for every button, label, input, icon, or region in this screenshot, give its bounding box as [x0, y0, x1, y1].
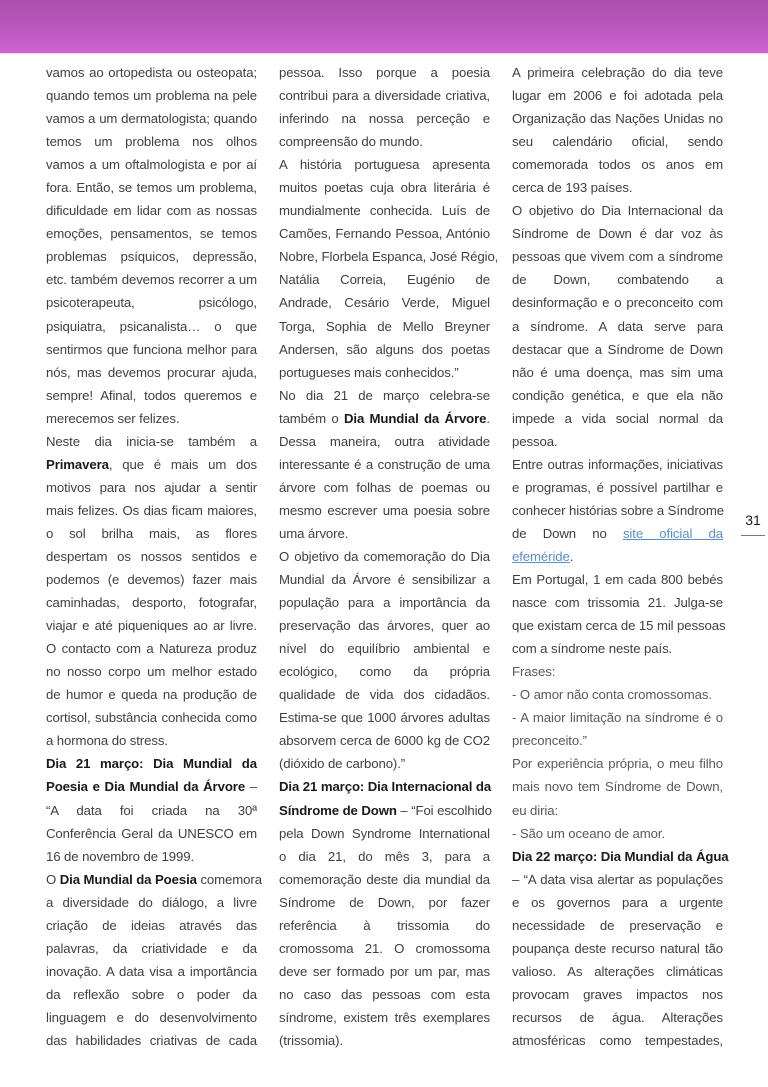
text-line: merecemos ser felizes. — [46, 410, 180, 426]
text-line: “A data foi criada na 30ª — [46, 802, 257, 818]
text-line: da reflexão sobre o poder da — [46, 986, 257, 1002]
text-line: A primeira celebração do dia teve — [512, 65, 723, 80]
text-column-1 — [46, 61, 262, 1052]
text-fragment: . — [486, 410, 490, 426]
phrase-item-cont: preconceito.” — [512, 733, 587, 749]
text-line: Em Portugal, 1 em cada 800 bebés — [512, 572, 723, 588]
text-line: O objetivo da comemoração do Dia — [279, 548, 490, 564]
text-fragment: comemora — [196, 871, 262, 887]
text-line: cerca de 193 países. — [512, 180, 633, 196]
text-line: o sol brilha mais, as flores — [46, 525, 257, 541]
text-line: das habilidades criativas de cada — [46, 1032, 257, 1048]
text-line: deve ser formado por um par, mas — [279, 963, 490, 979]
text-line: pessoas que vivem com a síndrome — [512, 249, 723, 265]
text-line: comemoração deste dia mundial da — [279, 871, 490, 887]
text-line: mais novo tem Síndrome de Down, — [512, 779, 723, 795]
text-line: muitos poetas cuja obra literária é — [279, 180, 490, 196]
text-line: de humor e queda na produção de — [46, 687, 257, 703]
text-line: Andrade, Cesário Verde, Miguel — [279, 295, 490, 311]
text-line: Conferência Geral da UNESCO em — [46, 825, 257, 841]
text-line: Síndrome de Down, por fazer — [279, 894, 490, 910]
page-number-rule — [741, 535, 765, 536]
text-line: mais felizes. Os dias ficam maiores, — [46, 502, 257, 518]
text-line: atmosféricas como tempestades, — [512, 1032, 723, 1048]
text-line: O objetivo do Dia Internacional da — [512, 203, 723, 219]
text-line: inovação. A data visa a importância — [46, 963, 257, 979]
text-line: cromossoma 21. O cromossoma — [279, 940, 490, 956]
text-line: a hormona do stress. — [46, 733, 168, 749]
text-line: Síndrome de Down é dar voz às — [512, 226, 723, 242]
text-line: que existam cerca de 15 mil pessoas — [512, 618, 726, 634]
highlight-dia-mundial-poesia: Dia Mundial da Poesia — [59, 871, 197, 887]
text-line: poupança deste recurso natural tão — [512, 940, 723, 956]
text-fragment: , que é mais um dos — [108, 456, 257, 472]
text-line: contribui para a diversidade criativa, — [279, 88, 490, 104]
text-line: pessoa. — [512, 433, 558, 449]
phrase-item: - O amor não conta cromossomas. — [512, 687, 712, 703]
text-line — [279, 407, 490, 430]
text-line: preservação das árvores, quer ao — [279, 618, 490, 634]
official-site-link-cont[interactable]: efeméride — [512, 548, 570, 564]
text-line: interessante é a construção de uma — [279, 456, 490, 472]
text-line: sentirmos que funciona melhor para — [46, 341, 257, 357]
text-line: problemas psíquicos, depressão, — [46, 249, 257, 265]
text-line: Estima-se que 1000 árvores adultas — [279, 710, 490, 726]
text-line: ecológico, como da própria — [279, 664, 490, 680]
text-line: com a síndrome neste país. — [512, 641, 673, 657]
text-line: a diversidade do diálogo, a livre — [46, 894, 257, 910]
phrase-item: - A maior limitação na síndrome é o — [512, 710, 723, 726]
text-line: vamos a um oftalmologista e por aí — [46, 157, 257, 173]
text-fragment: O — [46, 871, 60, 887]
text-line: cortisol, substância conhecida como — [46, 710, 257, 726]
text-line: linguagem e do desenvolvimento — [46, 1009, 257, 1025]
text-line: Mundial da Árvore é sensibilizar a — [279, 572, 490, 588]
text-line: vamos ao ortopedista ou osteopata; — [46, 65, 257, 80]
text-line: comemorada todos os anos em — [512, 157, 723, 173]
text-line: fora. Então, se temos um problema, — [46, 180, 257, 196]
text-line: Por experiência própria, o meu filho — [512, 756, 723, 772]
text-line: seu calendário oficial, sendo — [512, 134, 723, 150]
text-line: o dia 21, do mês 3, para a — [279, 848, 490, 864]
text-line: uma árvore. — [279, 525, 349, 541]
text-line: e programas, é possível partilhar e — [512, 479, 723, 495]
page-number: 31 — [745, 512, 761, 528]
text-line: destacar que a Síndrome de Down — [512, 341, 723, 357]
text-fragment: também o — [279, 410, 344, 426]
text-line: Entre outras informações, iniciativas — [512, 456, 723, 472]
section-heading-sindrome-down: Dia 21 março: Dia Internacional da — [279, 779, 492, 795]
text-fragment: – — [245, 779, 257, 795]
highlight-dia-mundial-arvore: Dia Mundial da Árvore — [343, 410, 487, 426]
text-line: valioso. As alterações climáticas — [512, 963, 723, 979]
text-line: emoções, pensamentos, se temos — [46, 226, 257, 242]
text-line: temos um problema nos olhos — [46, 134, 257, 150]
phrases-label: Frases: — [512, 664, 556, 680]
text-line: psiquiatra, psicanalista… o que — [46, 318, 257, 334]
text-line: provocam graves impactos nos — [512, 986, 723, 1002]
text-line: palavras, da criatividade e da — [46, 940, 257, 956]
text-line: criação de ideias através das — [46, 917, 257, 933]
text-line: quando temos um problema na pele — [46, 88, 257, 104]
section-heading-sindrome-down-cont — [279, 799, 490, 822]
text-line: impede a vida social normal da — [512, 410, 723, 426]
text-line: absorvem cerca de 6000 kg de CO2 — [279, 733, 490, 749]
text-line: Camões, Fernando Pessoa, António — [279, 226, 490, 242]
text-line: (trissomia). — [279, 1032, 344, 1048]
text-line: condição genética, e que ela não — [512, 387, 723, 403]
text-line: etc. também devemos recorrer a um — [46, 272, 257, 288]
text-line: necessidade de preservação e — [512, 917, 723, 933]
heading-fragment: Poesia e Dia Mundial da Árvore — [46, 779, 246, 795]
text-line: 16 de novembro de 1999. — [46, 848, 195, 864]
text-line: portugueses mais conhecidos.” — [279, 364, 459, 380]
text-line: síndrome, existem três exemplares — [279, 1009, 490, 1025]
text-line: a síndrome. A data serve para — [512, 318, 723, 334]
text-column-3 — [512, 61, 729, 1052]
text-fragment: – “Foi escolhido — [396, 802, 492, 818]
text-line: despertam os nossos sentidos e — [46, 548, 257, 564]
text-line — [512, 522, 723, 545]
text-line: inferindo na nossa perceção e — [279, 111, 490, 127]
section-heading-agua: Dia 22 março: Dia Mundial da Água — [512, 848, 729, 864]
text-line — [512, 545, 723, 568]
text-line: (dióxido de carbono).” — [279, 756, 406, 772]
page-header-band — [0, 0, 768, 53]
text-line — [46, 453, 257, 476]
text-line: e os governos para a urgente — [512, 894, 723, 910]
text-line: nível do equilíbrio ambiental e — [279, 641, 490, 657]
text-line: nasce com trissomia 21. Julga-se — [512, 595, 723, 611]
text-line: Natália Correia, Eugénio de — [279, 272, 490, 288]
text-line: caminhadas, desporto, fotografar, — [46, 595, 257, 611]
text-line: desinformação e o preconceito com — [512, 295, 723, 311]
text-line: recursos de água. Alterações — [512, 1009, 723, 1025]
text-line: eu diria: — [512, 802, 559, 818]
text-line: qualidade de vida dos cidadãos. — [279, 687, 490, 703]
text-line: A história portuguesa apresenta — [279, 157, 490, 173]
text-line: podemos (e devemos) fazer mais — [46, 572, 257, 588]
text-fragment: de Down no — [512, 525, 623, 541]
text-line: no nosso corpo um melhor estado — [46, 664, 257, 680]
text-line: população para a importância da — [279, 595, 490, 611]
text-line: viajar e até piqueniques ao ar livre. — [46, 618, 257, 634]
text-line: No dia 21 de março celebra-se — [279, 387, 490, 403]
text-line: Dessa maneira, outra atividade — [279, 433, 490, 449]
text-line: árvore com folhas de poemas ou — [279, 479, 490, 495]
text-line: conhecer histórias sobre a Síndrome — [512, 502, 725, 518]
text-line: nós, mas devemos procurar ajuda, — [46, 364, 257, 380]
section-heading-poesia-arvore-cont — [46, 775, 257, 798]
text-line: Nobre, Florbela Espanca, José Régio, — [279, 249, 499, 265]
text-line: vamos a um dermatologista; quando — [46, 111, 257, 127]
text-line: Organização das Nações Unidas no — [512, 111, 723, 127]
text-line: no caso das pessoas com esta — [279, 986, 490, 1002]
text-line: lugar em 2006 e foi adotada pela — [512, 88, 723, 104]
text-line — [46, 868, 262, 891]
text-line: dificuldade em lidar com as nossas — [46, 203, 257, 219]
official-site-link[interactable]: site oficial da — [622, 525, 723, 541]
highlight-primavera: Primavera — [46, 456, 109, 472]
text-line: pela Down Syndrome International — [279, 825, 490, 841]
section-heading-poesia-arvore: Dia 21 março: Dia Mundial da — [46, 756, 257, 772]
text-line: – “A data visa alertar as populações — [512, 871, 723, 887]
text-line: motivos para nos ajudar a sentir — [46, 479, 257, 495]
text-fragment: . — [569, 548, 574, 564]
text-line: Andersen, são alguns dos poetas — [279, 341, 490, 357]
text-line: Torga, Sophia de Mello Breyner — [279, 318, 490, 334]
text-line: de Down, combatendo a — [512, 272, 723, 288]
heading-fragment: Síndrome de Down — [279, 802, 397, 818]
text-line: mesmo escrever uma poesia sobre — [279, 502, 490, 518]
phrase-item: - São um oceano de amor. — [512, 825, 666, 841]
text-line: Neste dia inicia-se também a — [46, 433, 257, 449]
text-line: pessoa. Isso porque a poesia — [279, 65, 490, 80]
text-line: compreensão do mundo. — [279, 134, 423, 150]
text-line: O contacto com a Natureza produz — [46, 641, 257, 657]
text-column-2 — [279, 61, 499, 1052]
text-line: mundialmente conhecida. Luís de — [279, 203, 490, 219]
text-line: psicoterapeuta, psicólogo, — [46, 295, 257, 311]
text-line: não é uma doença, mas sim uma — [512, 364, 723, 380]
text-line: sempre! Afinal, todos queremos e — [46, 387, 257, 403]
text-line: referência à trissomia do — [279, 917, 490, 933]
